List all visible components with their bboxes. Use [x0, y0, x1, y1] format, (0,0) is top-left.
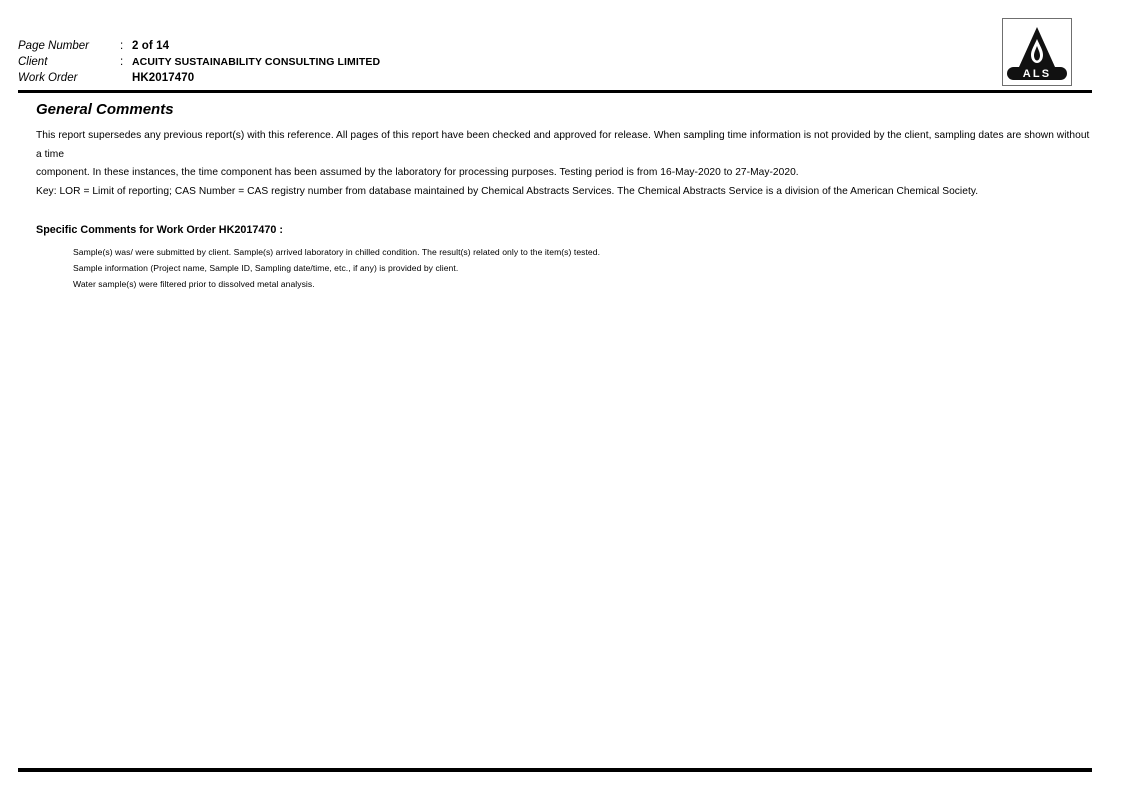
list-item: Sample(s) was/ were submitted by client. Sample(s) arrived laboratory in chilled condition. The result(s) related only to the item(s) tested. — [73, 247, 601, 257]
list-item: Sample information (Project name, Sample ID, Sampling date/time, etc., if any) is provided by client. — [73, 263, 459, 273]
general-comments-paragraph — [36, 127, 1096, 201]
client-separator: : — [120, 56, 124, 68]
footer-divider-rule — [18, 768, 1092, 772]
header-divider-rule — [18, 90, 1092, 93]
page-number-value: 2 of 14 — [132, 40, 170, 52]
header-row-client — [18, 54, 1092, 70]
document-body — [36, 101, 1096, 292]
page-number-separator: : — [120, 40, 124, 52]
client-label: Client — [18, 56, 48, 68]
page-number-label: Page Number — [18, 40, 89, 52]
document-header — [18, 38, 1092, 86]
client-value: ACUITY SUSTAINABILITY CONSULTING LIMITED — [132, 56, 381, 68]
header-row-page-number — [18, 38, 1092, 54]
als-logo — [1002, 18, 1072, 86]
work-order-value: HK2017470 — [132, 72, 195, 84]
specific-comments-section — [36, 224, 1096, 292]
general-comments-title: General Comments — [36, 101, 174, 118]
list-item: Water sample(s) were filtered prior to dissolved metal analysis. — [73, 279, 315, 289]
general-comments-line-2: component. In these instances, the time component has been assumed by the laboratory for processing purposes. Testing period is from 16-May-2020 to 27-May-2020. — [36, 167, 799, 178]
specific-comments-title: Specific Comments for Work Order HK2017470 : — [36, 224, 284, 236]
general-comments-line-1: This report supersedes any previous report(s) with this reference. All pages of this report have been checked and approved for release. When sampling time information is not provided by the client, sampling dates are shown without a time — [36, 130, 1090, 160]
als-logo-text: ALS — [1022, 68, 1052, 80]
specific-comments-list — [36, 244, 1096, 292]
general-comments-line-3: Key: LOR = Limit of reporting; CAS Number = CAS registry number from database maintained by Chemical Abstracts Services. The Chemical Abstracts Service is a division of the American Chemical Society. — [36, 185, 979, 197]
work-order-label: Work Order — [18, 72, 78, 84]
header-row-work-order — [18, 70, 1092, 86]
